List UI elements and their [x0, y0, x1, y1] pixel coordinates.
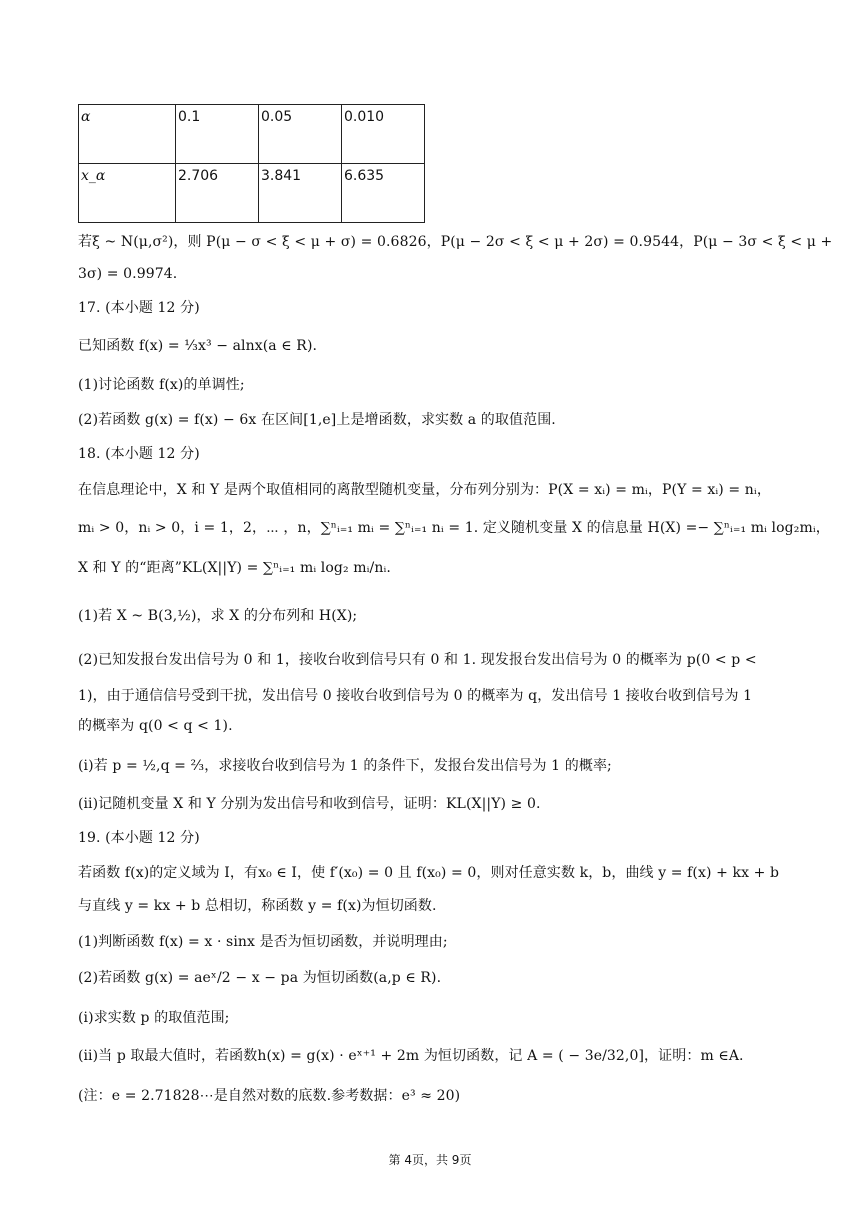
- question-17-stem: 已知函数 f(x) = ⅓x³ − alnx(a ∈ R).: [78, 338, 318, 354]
- critical-value-table: [78, 104, 425, 223]
- question-19-note: (注：e = 2.71828⋯是自然对数的底数.参考数据：e³ ≈ 20): [78, 1088, 461, 1104]
- question-19-sub-ii: (ⅱ)当 p 取最大值时，若函数h(x) = g(x) · eˣ⁺¹ + 2m 为恒切函数，记 A = ( − 3e/32,0]，证明：m ∈A.: [78, 1048, 744, 1064]
- table-cell: 0.010: [342, 105, 425, 164]
- question-18-sub-ii: (ⅱ)记随机变量 X 和 Y 分别为发出信号和收到信号，证明：KL(X||Y) ≥ 0.: [78, 796, 541, 812]
- question-18-stem-line2: mᵢ > 0，nᵢ > 0，i = 1，2，⋯ ，n，∑ⁿᵢ₌₁ mᵢ = ∑ⁿᵢ₌₁ nᵢ = 1. 定义随机变量 X 的信息量 H(X) =− ∑ⁿᵢ₌₁ mᵢ log₂mᵢ，: [78, 520, 830, 536]
- table-cell: 0.1: [176, 105, 259, 164]
- table-cell: 0.05: [259, 105, 342, 164]
- question-19-part2: (2)若函数 g(x) = aeˣ/2 − x − pa 为恒切函数(a,p ∈ R).: [78, 970, 442, 986]
- question-18-part2-line3: 的概率为 q(0 < q < 1).: [78, 718, 233, 734]
- table-header-row: [79, 105, 425, 164]
- page-footer: 第 4页，共 9页: [388, 1153, 472, 1167]
- table-cell: α: [79, 105, 176, 164]
- normal-distribution-note-line2: 3σ) = 0.9974.: [78, 266, 178, 282]
- question-18-part2-line2: 1)，由于通信信号受到干扰，发出信号 0 接收台收到信号为 0 的概率为 q，发出信号 1 接收台收到信号为 1: [78, 688, 753, 704]
- question-18-stem-line1: 在信息理论中，X 和 Y 是两个取值相同的离散型随机变量，分布列分别为：P(X = xᵢ) = mᵢ，P(Y = xᵢ) = nᵢ，: [78, 482, 771, 498]
- question-19-sub-i: (ⅰ)求实数 p 的取值范围;: [78, 1010, 230, 1026]
- question-18-heading: 18. (本小题 12 分): [78, 446, 200, 462]
- question-18-part2-line1: (2)已知发报台发出信号为 0 和 1，接收台收到信号只有 0 和 1. 现发报台发出信号为 0 的概率为 p(0 < p <: [78, 652, 757, 668]
- table-cell: 3.841: [259, 164, 342, 223]
- question-17-heading: 17. (本小题 12 分): [78, 300, 200, 316]
- question-17-part1: (1)讨论函数 f(x)的单调性;: [78, 377, 245, 393]
- question-19-stem-line2: 与直线 y = kx + b 总相切，称函数 y = f(x)为恒切函数.: [78, 898, 437, 914]
- question-19-stem-line1: 若函数 f(x)的定义域为 I，有x₀ ∈ I，使 f′(x₀) = 0 且 f(x₀) = 0，则对任意实数 k，b，曲线 y = f(x) + kx + b: [78, 865, 780, 881]
- question-18-part1: (1)若 X ~ B(3,½)，求 X 的分布列和 H(X);: [78, 608, 358, 624]
- table-cell: x_α: [79, 164, 176, 223]
- question-18-sub-i: (ⅰ)若 p = ½,q = ⅔，求接收台收到信号为 1 的条件下，发报台发出信号为 1 的概率;: [78, 758, 612, 774]
- question-19-part1: (1)判断函数 f(x) = x · sinx 是否为恒切函数，并说明理由;: [78, 934, 448, 950]
- table-value-row: [79, 164, 425, 223]
- question-18-stem-line3: X 和 Y 的“距离”KL(X||Y) = ∑ⁿᵢ₌₁ mᵢ log₂ mᵢ/nᵢ.: [78, 560, 391, 576]
- table-cell: 6.635: [342, 164, 425, 223]
- normal-distribution-note-line1: 若ξ ~ N(μ,σ²)，则 P(μ − σ < ξ < μ + σ) = 0.6826，P(μ − 2σ < ξ < μ + 2σ) = 0.9544，P(μ − 3σ < ξ < μ +: [78, 234, 833, 250]
- question-17-part2: (2)若函数 g(x) = f(x) − 6x 在区间[1,e]上是增函数，求实数 a 的取值范围.: [78, 412, 556, 428]
- question-19-heading: 19. (本小题 12 分): [78, 830, 200, 846]
- table-cell: 2.706: [176, 164, 259, 223]
